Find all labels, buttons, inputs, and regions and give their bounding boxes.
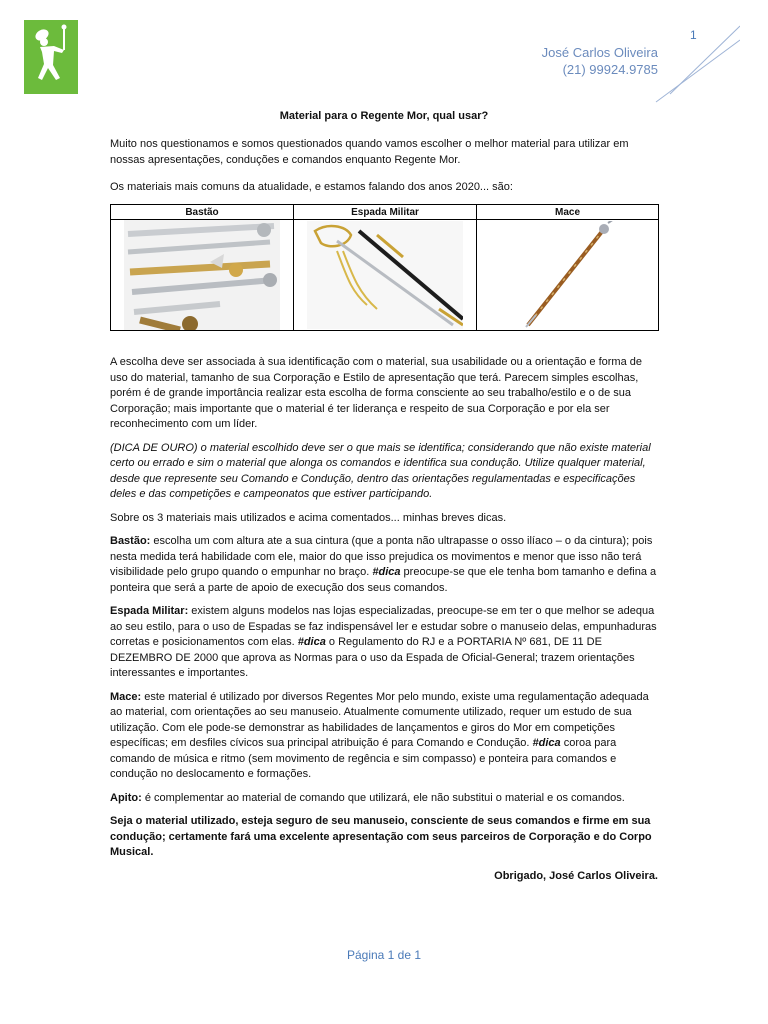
header-espada: Espada Militar [294,205,477,220]
paragraph-apito [110,791,658,807]
paragraph-bastao [110,534,658,596]
dica-text: (DICA DE OURO) o material escolhido deve ser o que mais se identifica; considerando que não existe material certo ou errado e sim o material que alonga os comandos e identifica sua condução. Utilize qualquer material, desde que represente seu Comando e Condução, dentro das orientações regulamentadas e especificações deles e das competições e campeonatos que estiver participando. [110,441,651,500]
espada-image-cell [294,220,477,331]
intro-p1: Muito nos questionamos e somos questionados quando vamos escolher o melhor material para utilizar em nossas apresentações, conduções e comandos enquanto Regente Mor. [110,138,629,166]
bastao-text: escolha um com altura ate a sua cintura (que a ponta não ultrapasse o osso ilíaco – o da cintura); pois nesta medida terá habilidade com ele, maior do que isso prejudica os movimentos e menor que isso não terá visibilidade pelo grupo quando o empunhar no braço. [110,535,653,578]
bastao-label: Bastão: [110,535,151,547]
apito-text: é complementar ao material de comando que utilizará, ele não substitui o material e os comandos. [141,791,625,804]
header-mace: Mace [477,205,659,220]
mace-image [508,221,628,329]
espada-label: Espada Militar: [110,605,189,617]
intro-p2: Os materiais mais comuns da atualidade, e estamos falando dos anos 2020... são: [110,181,513,193]
author-phone: (21) 99924.9785 [562,62,658,77]
paragraph-dica [110,441,658,503]
signature: Obrigado, José Carlos Oliveira. [494,869,658,882]
mace-image-cell [477,220,659,331]
intro-paragraph-1 [110,137,658,176]
document-title: Material para o Regente Mor, qual usar? [279,110,489,122]
mace-label: Mace: [110,690,142,703]
logo [24,20,78,94]
espada-dica: #dica [297,636,326,648]
bastao-text-2: preocupe-se que ele tenha bom tamanho e defina a ponteira que será a parte de apoio de execução dos seus comandos. [110,566,657,594]
header-bastao: Bastão [111,205,294,220]
drum-major-icon [24,20,78,94]
paragraph-sobre: Sobre os 3 materiais mais utilizados e acima comentados... minhas breves dicas. [110,511,507,524]
page-number: 1 [690,28,697,42]
materials-table [110,204,659,331]
espada-text-2: o Regulamento do RJ e a PORTARIA Nº 681, DE 11 DE DEZEMBRO DE 2000 que aprova as Normas para o uso da Espada de Oficial-General; trazem orientações interessantes e importantes. [110,636,635,679]
espada-image [307,221,463,329]
paragraph-closing [110,814,658,861]
bastao-dica: #dica [372,566,401,578]
mace-text-2: coroa para comando de música e ritmo (sem movimento de regência e sim compasso) e ponteira para comandos e condução no deslocamento e formações. [110,737,617,780]
paragraph-espada [110,604,658,682]
author-block [542,44,658,78]
mace-dica: #dica [532,737,561,749]
espada-text: existem alguns modelos nas lojas especializadas, preocupe-se em ter o que melhor se adequa ao seu estilo, para o uso de Espadas se faz indispensável ler e estudar sobre o manuseio delas, empunhaduras corretas e posicionamentos com elas. [110,605,657,648]
bastao-image-cell [111,220,294,331]
closing-text: Seja o material utilizado, esteja seguro de seu manuseio, consciente de seus comandos e firme em sua condução; certamente fará uma excelente apresentação com seus parceiros de Corporação e do Corpo Musical. [110,815,652,858]
intro-paragraph-2 [110,180,658,204]
apito-label: Apito: [110,791,142,804]
page-footer: Página 1 de 1 [346,948,422,962]
mace-text: este material é utilizado por diversos Regentes Mor pelo mundo, existe uma regulamentação adequada ao material, com orientações ao seu manuseio. Atualmente comumente utilizado, requer um estudo de sua utilização. Com ele pode-se demonstrar as habilidades de lançamentos e giros do Mor em competições específicas; em desfiles cívicos sua principal atribuição é para Comando e Condução. [110,690,649,749]
main-text [110,355,658,892]
bastao-image [124,220,280,330]
paragraph-escolha: A escolha deve ser associada à sua identificação com o material, sua usabilidade ou a orientação e forma de uso do material, tamanho de sua Corporação e Estilo de apresentação que terá. Parecem simples escolhas, porém é de grande importância realizar esta escolha de forma consciente ao seu trabalho/estilo e o de sua Corporação; mais importante que o material é ter liderança e respeito de sua Corporação e por ela ser reconhecimento com um líder. [110,356,642,430]
author-name: José Carlos Oliveira [541,45,658,60]
paragraph-mace [110,690,658,783]
